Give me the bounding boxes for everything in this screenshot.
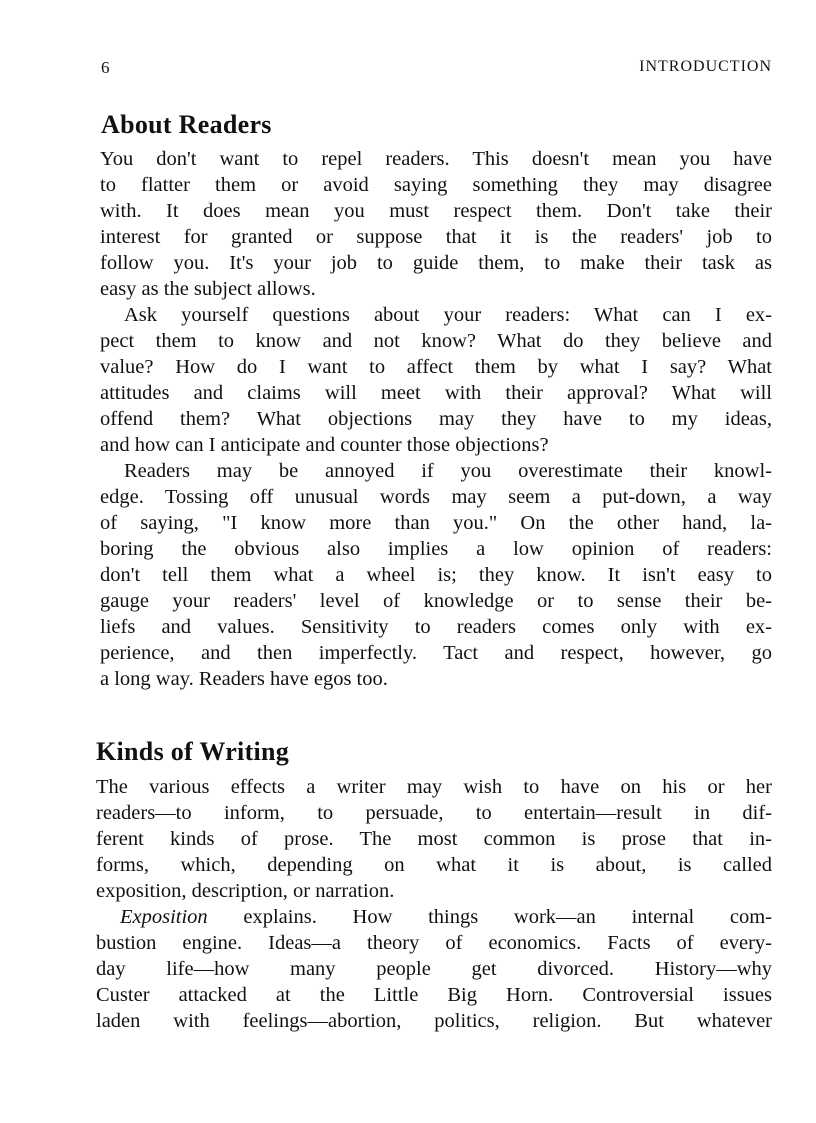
text-line: don't tell them what a wheel is; they know. It isn't easy to [100, 564, 772, 586]
text-line: readers—to inform, to persuade, to entertain—result in dif- [96, 802, 772, 824]
text-line: and how can I anticipate and counter those objections? [100, 434, 549, 456]
paragraph [100, 146, 772, 302]
text-line [96, 904, 772, 930]
page-number: 6 [101, 58, 110, 77]
text-run: explains. How things work—an internal com- [207, 906, 772, 928]
italic-term: Exposition [120, 906, 208, 928]
text-line: to flatter them or avoid saying something they may disagree [100, 174, 772, 196]
text-line: boring the obvious also implies a low opinion of readers: [100, 538, 772, 560]
text-line: offend them? What objections may they have to my ideas, [100, 408, 772, 430]
running-header [101, 58, 772, 82]
text-line: gauge your readers' level of knowledge or to sense their be- [100, 590, 772, 612]
text-line: follow you. It's your job to guide them, to make their task as [100, 252, 772, 274]
text-line: day life—how many people get divorced. History—why [96, 958, 772, 980]
text-line: of saying, "I know more than you." On the other hand, la- [100, 512, 772, 534]
text-line: forms, which, depending on what it is about, is called [96, 854, 772, 876]
text-line: You don't want to repel readers. This doesn't mean you have [100, 148, 772, 170]
paragraph [96, 774, 772, 904]
text-line: laden with feelings—abortion, politics, religion. But whatever [96, 1010, 772, 1032]
text-line: ferent kinds of prose. The most common is prose that in- [96, 828, 772, 850]
text-line: pect them to know and not know? What do they believe and [100, 330, 772, 352]
text-line: exposition, description, or narration. [96, 880, 395, 902]
section-heading-about-readers: About Readers [101, 110, 272, 139]
paragraph [100, 458, 772, 692]
text-line: perience, and then imperfectly. Tact and respect, however, go [100, 642, 772, 664]
text-line: Ask yourself questions about your readers: What can I ex- [124, 304, 772, 326]
text-line: edge. Tossing off unusual words may seem a put-down, a way [100, 486, 772, 508]
text-line: attitudes and claims will meet with their approval? What will [100, 382, 772, 404]
section-body-kinds-of-writing [96, 774, 772, 1034]
section-body-about-readers [100, 146, 772, 692]
running-head-title: INTRODUCTION [639, 58, 772, 75]
text-line: bustion engine. Ideas—a theory of economics. Facts of every- [96, 932, 772, 954]
paragraph [96, 904, 772, 1034]
text-line: Custer attacked at the Little Big Horn. Controversial issues [96, 984, 772, 1006]
text-line: liefs and values. Sensitivity to readers comes only with ex- [100, 616, 772, 638]
text-line: The various effects a writer may wish to have on his or her [96, 776, 772, 798]
text-line: a long way. Readers have egos too. [100, 668, 388, 690]
text-line: interest for granted or suppose that it is the readers' job to [100, 226, 772, 248]
text-line: easy as the subject allows. [100, 278, 316, 300]
paragraph [100, 302, 772, 458]
text-line: value? How do I want to affect them by what I say? What [100, 356, 772, 378]
section-heading-kinds-of-writing: Kinds of Writing [96, 737, 290, 766]
text-line: Readers may be annoyed if you overestimate their knowl- [124, 460, 772, 482]
text-line: with. It does mean you must respect them. Don't take their [100, 200, 772, 222]
